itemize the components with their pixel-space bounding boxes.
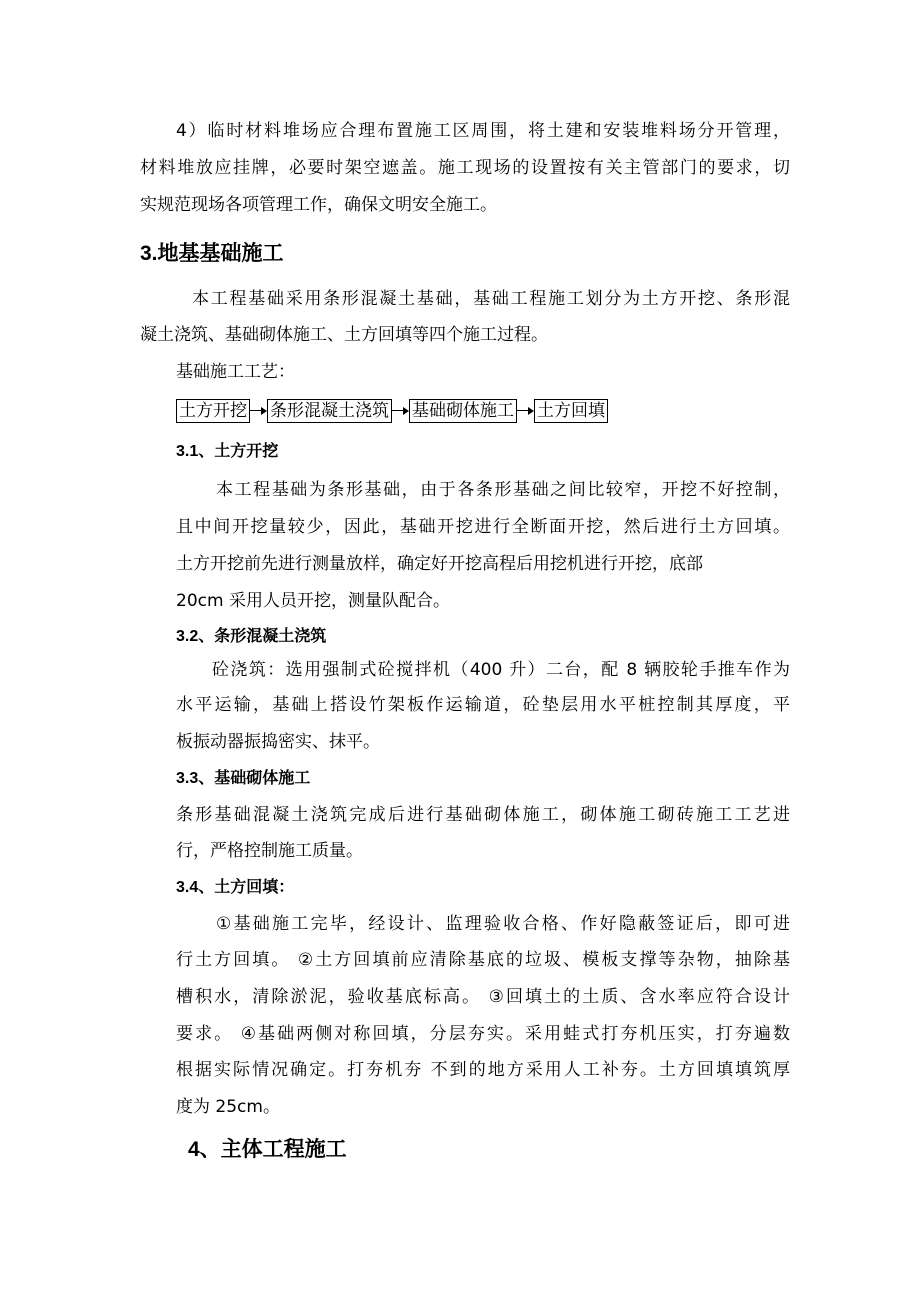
- section4-heading: 4、主体工程施工: [188, 1138, 347, 1161]
- item4-line-2: 材料堆放应挂牌，必要时架空遮盖。施工现场的设置按有关主管部门的要求，切: [140, 158, 790, 178]
- flow-step-2: 条形混凝土浇筑: [267, 399, 392, 423]
- flow-step-3: 基础砌体施工: [409, 399, 517, 423]
- s32-heading: 3.2、条形混凝土浇筑: [176, 628, 327, 645]
- s34-line-5: 根据实际情况确定。打夯机夯 不到的地方采用人工补夯。土方回填填筑厚: [176, 1060, 790, 1080]
- s32-line-2: 水平运输，基础上搭设竹架板作运输道，砼垫层用水平桩控制其厚度，平: [176, 695, 790, 715]
- flow-step-4: 土方回填: [534, 399, 608, 423]
- s31-line-1: 本工程基础为条形基础，由于各条形基础之间比较窄，开挖不好控制，: [216, 480, 790, 500]
- section3-heading: 3.地基基础施工: [140, 242, 284, 265]
- s33-heading: 3.3、基础砌体施工: [176, 770, 311, 787]
- s34-heading: 3.4、土方回填：: [176, 879, 295, 896]
- s32-line-3: 板振动器振捣密实、抹平。: [176, 732, 380, 752]
- section3-intro-line-1: 本工程基础采用条形混凝土基础，基础工程施工划分为土方开挖、条形混: [192, 289, 790, 309]
- s31-line-3: 土方开挖前先进行测量放样，确定好开挖高程后用挖机进行开挖，底部: [176, 554, 703, 574]
- s31-heading: 3.1、土方开挖: [176, 443, 279, 460]
- item4-line-1: 4）临时材料堆场应合理布置施工区周围，将土建和安装堆料场分开管理，: [176, 121, 790, 141]
- s34-line-2: 行土方回填。 ②土方回填前应清除基底的垃圾、模板支撑等杂物，抽除基: [176, 950, 790, 970]
- s32-line-1: 砼浇筑：选用强制式砼搅拌机（400 升）二台，配 8 辆胶轮手推车作为: [212, 660, 790, 680]
- s33-line-2: 行，严格控制施工质量。: [176, 841, 363, 861]
- section3-intro-line-2: 凝土浇筑、基础砌体施工、土方回填等四个施工过程。: [140, 325, 548, 345]
- s31-line-2: 且中间开挖量较少，因此，基础开挖进行全断面开挖，然后进行土方回填。: [176, 517, 790, 537]
- s34-line-6: 度为 25cm。: [176, 1097, 280, 1117]
- flow-step-1: 土方开挖: [176, 399, 250, 423]
- s34-line-4: 要求。 ④基础两侧对称回填，分层夯实。采用蛙式打夯机压实，打夯遍数: [176, 1024, 790, 1044]
- s34-line-1: ①基础施工完毕，经设计、监理验收合格、作好隐蔽签证后，即可进: [216, 914, 790, 934]
- process-label: 基础施工工艺：: [176, 362, 295, 382]
- s33-line-1: 条形基础混凝土浇筑完成后进行基础砌体施工，砌体施工砌砖施工工艺进: [176, 805, 790, 825]
- s31-line-4: 20cm 采用人员开挖，测量队配合。: [176, 591, 450, 611]
- arrow-right-icon: [517, 399, 534, 423]
- process-flow: [176, 399, 608, 423]
- item4-line-3: 实规范现场各项管理工作，确保文明安全施工。: [140, 195, 497, 215]
- s34-line-3: 槽积水，清除淤泥，验收基底标高。 ③回填土的土质、含水率应符合设计: [176, 987, 790, 1007]
- arrow-right-icon: [250, 399, 267, 423]
- arrow-right-icon: [392, 399, 409, 423]
